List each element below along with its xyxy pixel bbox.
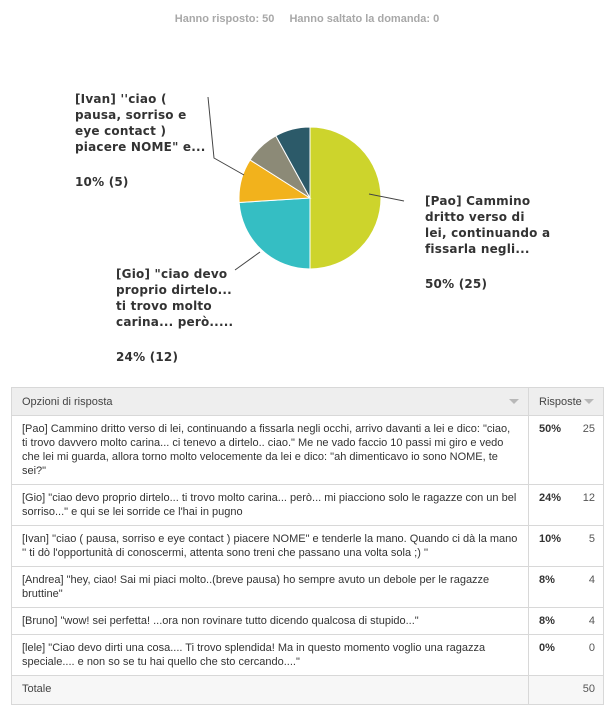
slice-label-ivan-line-1: [Ivan] ''ciao ( (75, 92, 167, 106)
column-header-responses-label: Risposte (539, 395, 582, 408)
response-percent: 24% (539, 492, 562, 504)
response-values (529, 526, 604, 567)
answer-option-text: [Bruno] "wow! sei perfetta! ...ora non rovinare tutto dicendo qualcosa di stupido..." (12, 608, 529, 635)
leader-line-ivan (208, 97, 244, 175)
slice-label-pao-line-4: fissarla negli... (425, 242, 530, 256)
leader-line-gio (235, 252, 260, 270)
response-count: 4 (588, 615, 595, 627)
response-values (529, 485, 604, 526)
answered-count: Hanno risposto: 50 (174, 13, 275, 25)
slice-label-pao-line-1: [Pao] Cammino (425, 194, 531, 208)
slice-label-pao-pct: 50% (25) (425, 277, 488, 291)
response-count: 0 (588, 642, 595, 654)
total-value-cell (529, 676, 604, 705)
response-percent: 8% (539, 615, 555, 627)
slice-label-ivan-pct: 10% (5) (75, 175, 129, 189)
total-row (12, 676, 604, 705)
sort-caret-icon[interactable] (509, 399, 519, 404)
slice-label-ivan (75, 91, 206, 190)
answer-option-text: [Ivan] ''ciao ( pausa, sorriso e eye contact ) piacere NOME" e tenderle la mano. Quando ci dà la mano '' ti dò l'opportunità di conoscermi, attenta sono treni che passano una volta sola ;) '' (12, 526, 529, 567)
column-header-options[interactable] (12, 388, 529, 416)
slice-label-gio-line-2: proprio dirtelo... (116, 283, 232, 297)
table-row (12, 526, 604, 567)
response-values (529, 416, 604, 485)
pie-slice-1 (310, 127, 381, 269)
response-percent: 8% (539, 574, 555, 586)
responses-table (11, 387, 604, 705)
table-row (12, 567, 604, 608)
response-percent: 0% (539, 642, 555, 654)
slice-label-ivan-line-2: pausa, sorriso e (75, 108, 187, 122)
total-label: Totale (12, 676, 529, 705)
column-header-options-label: Opzioni di risposta (22, 395, 113, 408)
response-summary (0, 13, 614, 25)
response-values (529, 608, 604, 635)
response-percent: 10% (539, 533, 562, 545)
slice-label-ivan-line-4: piacere NOME" e... (75, 140, 206, 154)
column-header-responses[interactable] (529, 388, 604, 416)
slice-label-gio-line-4: carina... però..... (116, 315, 234, 329)
table-row (12, 416, 604, 485)
slice-label-pao (425, 193, 550, 292)
slice-label-gio-pct: 24% (12) (116, 350, 179, 364)
slice-label-ivan-line-3: eye contact ) (75, 124, 167, 138)
response-values (529, 567, 604, 608)
slice-label-gio-line-1: [Gio] "ciao devo (116, 267, 228, 281)
answer-option-text: [Pao] Cammino dritto verso di lei, continuando a fissarla negli occhi, arrivo davanti a lei e dico: "ciao, ti trovo davvero molto carina... ci tenevo a dirtelo.. ciao." Me ne vado faccio 10 passi mi giro e vedo che lei mi guarda, allora torno molto velocemente da lei e dico: "ah dimenticavo io sono NOME, te sei?" (12, 416, 529, 485)
table-row (12, 485, 604, 526)
sort-caret-icon[interactable] (584, 399, 594, 404)
slice-label-pao-line-2: dritto verso di (425, 210, 525, 224)
total-value: 50 (582, 683, 595, 695)
table-row (12, 635, 604, 676)
response-count: 25 (582, 423, 595, 435)
slice-label-gio-line-3: ti trovo molto (116, 299, 212, 313)
slice-label-pao-line-3: lei, continuando a (425, 226, 551, 240)
response-percent: 50% (539, 423, 562, 435)
answer-option-text: [Andrea] "hey, ciao! Sai mi piaci molto..(breve pausa) ho sempre avuto un debole per le ragazze bruttine" (12, 567, 529, 608)
answer-option-text: [lele] "Ciao devo dirti una cosa.... Ti trovo splendida! Ma in questo momento voglio una ragazza speciale.... e non so se tu hai quello che sto cercando...." (12, 635, 529, 676)
response-count: 5 (588, 533, 595, 545)
response-values (529, 635, 604, 676)
response-count: 4 (588, 574, 595, 586)
slice-label-gio (116, 266, 233, 365)
response-count: 12 (582, 492, 595, 504)
pie-slice-2 (239, 198, 310, 269)
answer-option-text: [Gio] "ciao devo proprio dirtelo... ti trovo molto carina... però... mi piacciono solo le ragazze con un bel sorriso..." e qui se lei sorride ce l'hai in pugno (12, 485, 529, 526)
skipped-count: Hanno saltato la domanda: 0 (289, 13, 440, 25)
table-row (12, 608, 604, 635)
